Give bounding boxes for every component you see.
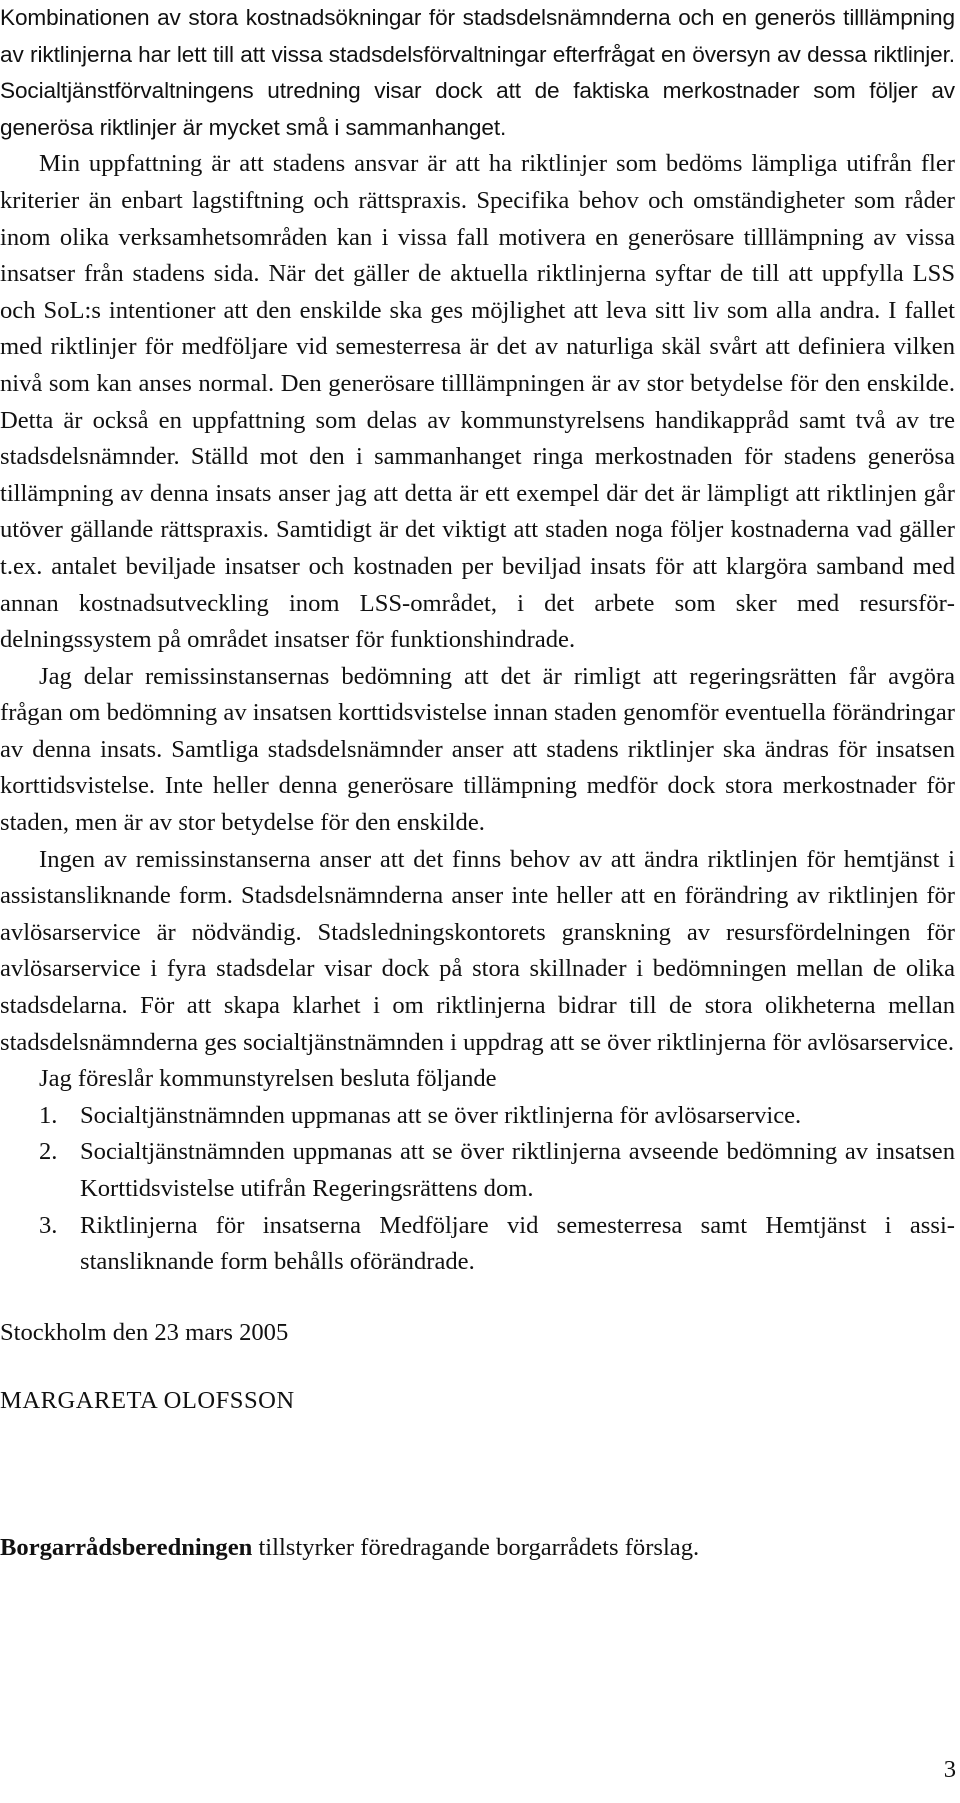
committee-statement-text: tillstyrker föredragande borgarrådets förslag. (252, 1533, 700, 1561)
paragraph-respite-service: Ingen av remissinstanserna anser att det finns behov av att ändra riktlinjen för hemtjänst i assistansliknande form. Stadsdelsnämnderna anser inte heller att en förändring av riktlinjen för avlösarservice är nödvändig. Stadsledningskontorets granskning av resursfördelningen för avlösarservice i fyra stadsdelar visar dock på stora skillnader i bedömningen mellan de olika stadsdelarna. För att skapa klarhet i om riktlinjerna bidrar till de stora olikheterna mellan stadsdelsnämnderna ges socialtjänstnämnden i uppdrag att se över riktlinjerna för avlösarservice. (0, 845, 955, 1056)
page-number: 3 (943, 1756, 956, 1783)
proposal-item (0, 1208, 955, 1281)
proposal-text: Riktlinjerna för insatserna Medföljare vid semesterresa samt Hemtjänst i assistansliknande form behålls oförändrade. (80, 1211, 955, 1276)
proposal-item (0, 1098, 955, 1135)
proposal-number: 2. (39, 1138, 58, 1166)
paragraph-cost-increase: Kombinationen av stora kostnadsökningar för stadsdelsnämnderna och en generös tilllämpning av riktlinjerna har lett till att vissa stadsdelsförvaltningar efterfrågat en översyn av dessa riktlinjer. Socialtjänstförvaltningens utredning visar dock att de faktiska merkostnader som följer av generösa riktlinjer är mycket små i sammanhanget. (0, 5, 955, 140)
proposal-number: 1. (39, 1101, 58, 1129)
committee-statement (0, 1530, 955, 1567)
paragraph-short-term-stay: Jag delar remissinstansernas bedömning att det är rimligt att regeringsrätten får avgöra frågan om bedömning av insatsen korttidsvistelse innan staden genomför eventuella förändringar av denna insats. Samtliga stadsdelsnämnder anser att stadens riktlinjer ska ändras för insatsen korttidsvistelse. Inte heller denna generösare tillämpning medför dock stora merkostnader för staden, men är av stor betydelse för den enskilde. (0, 662, 955, 837)
paragraph-opinion: Min uppfattning är att stadens ansvar är att ha riktlinjer som bedöms lämpliga utifrån fler kriterier än enbart lagstiftning och rättspraxis. Specifika behov och omständigheter som råder inom olika verksamhetsområden kan i vissa fall motivera en generösare tilllämpning av vissa insatser från stadens sida. När det gäller de aktuella riktlinjerna syftar de till att uppfylla LSS och SoL:s intentioner att den enskilde ska ges möjlighet att leva sitt liv som alla andra. I fallet med riktlinjer för medföljare vid semesterresa är det av naturliga skäl svårt att definiera vilken nivå som kan anses normal. Den generösare tilllämpningen är av stor betydelse för den enskilde. Detta är också en uppfattning som delas av kommunstyrelsens handikappråd samt två av tre stadsdelsnämnder. Ställd mot den i sammanhanget ringa merkostnaden för stadens generösa tillämpning av denna insats anser jag att detta är ett exempel där det är lämpligt att riktlinjen går utöver gällande rättspraxis. Samtidigt är det viktigt att staden noga följer kostnaderna vad gäller t.ex. antalet beviljade insatser och kostnaden per beviljad insats för att klargöra samband med annan kostnadsutveckling inom LSS-området, i det arbete som sker med resursfördelningssystem på området insatser för funktionshindrade. (0, 150, 955, 654)
proposal-list (0, 1098, 955, 1281)
proposal-item (0, 1134, 955, 1207)
proposal-intro: Jag föreslår kommunstyrelsen besluta följande (39, 1065, 497, 1093)
signature-name: MARGARETA OLOFSSON (0, 1387, 295, 1415)
proposal-text: Socialtjänstnämnden uppmanas att se över riktlinjerna avseende bedömning av insatsen Korttidsvistelse utifrån Regeringsrättens dom. (80, 1138, 955, 1202)
proposal-number: 3. (39, 1211, 58, 1239)
proposal-text: Socialtjänstnämnden uppmanas att se över riktlinjerna för avlösarservice. (80, 1101, 802, 1129)
committee-name: Borgarrådsberedningen (0, 1533, 253, 1561)
place-date: Stockholm den 23 mars 2005 (0, 1318, 289, 1346)
